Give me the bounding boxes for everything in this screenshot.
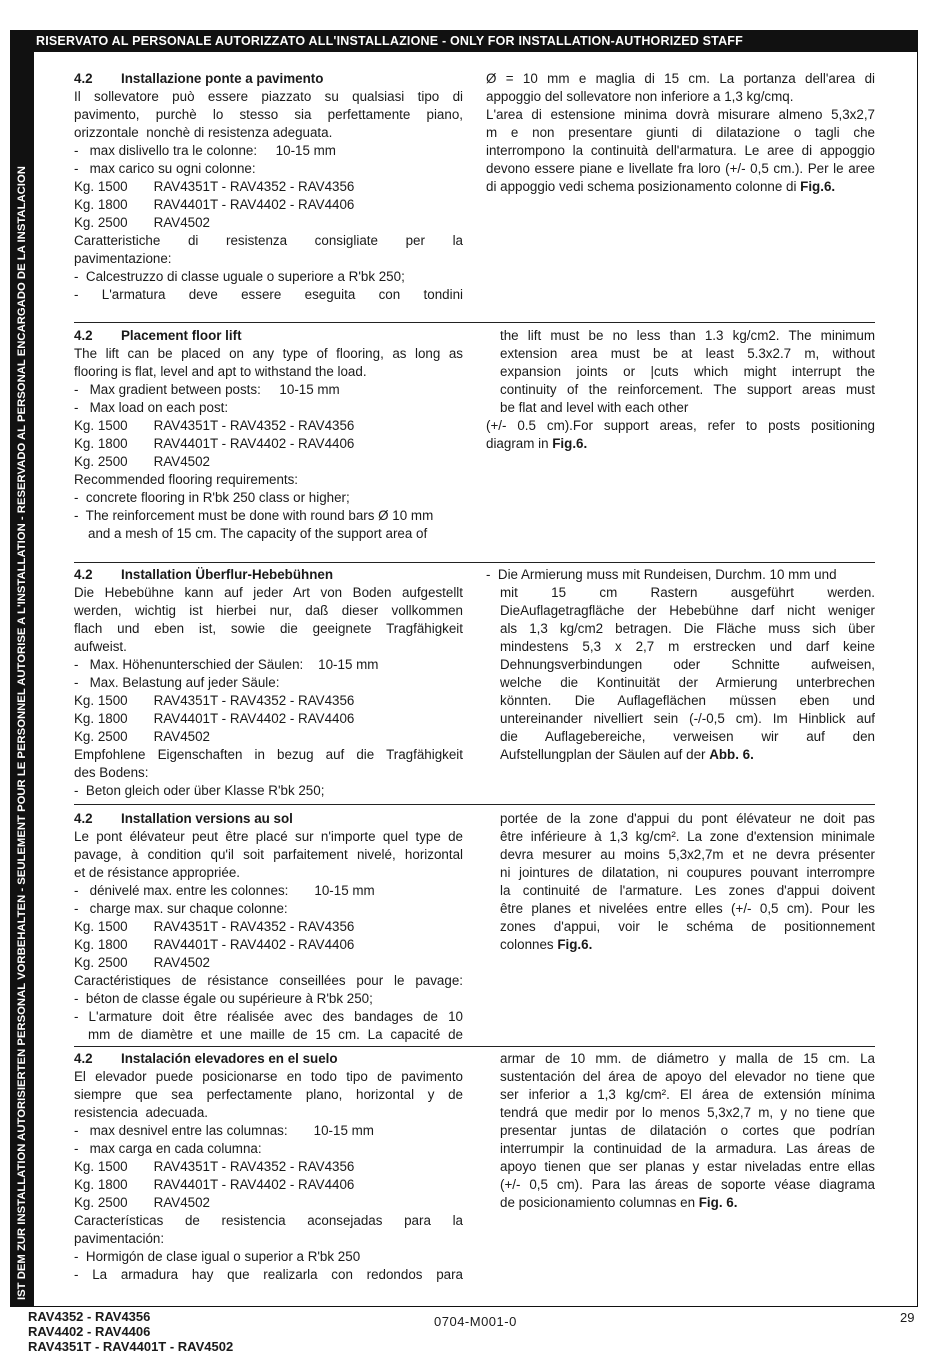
text-line: and a mesh of 15 cm. The capacity of the support area of bbox=[88, 526, 428, 541]
section-english-right-column bbox=[486, 327, 875, 453]
text-line: Características de resistencia aconsejadas para la bbox=[74, 1213, 463, 1228]
section-spanish-left-column bbox=[74, 1050, 463, 1284]
heading-title: Instalación elevadores en el suelo bbox=[121, 1051, 338, 1066]
section-spanish-right-column bbox=[486, 1050, 875, 1212]
footer-models-line: RAV4402 - RAV4406 bbox=[28, 1324, 151, 1339]
text-line: Recommended flooring requirements: bbox=[74, 472, 299, 487]
text-line: flach und eben ist, sowie die geeignete Tragfähigkeit bbox=[74, 621, 463, 636]
section-italian-left-column bbox=[74, 70, 463, 304]
section-heading bbox=[74, 566, 463, 584]
text-span: de posicionamiento columnas en bbox=[500, 1195, 699, 1210]
text-line: Dehnungsverbindungen oder Schnitte aufweisen, bbox=[500, 657, 875, 672]
text-line: - Max. Belastung auf jeder Säule: bbox=[74, 675, 280, 690]
text-line: pavimentación: bbox=[74, 1231, 165, 1246]
text-span: diagram in bbox=[486, 436, 553, 451]
section-english-left-column bbox=[74, 327, 463, 543]
heading-title: Installation versions au sol bbox=[121, 811, 293, 826]
text-span: di appoggio vedi schema posizionamento colonne di bbox=[486, 179, 801, 194]
text-line: - Hormigón de clase igual o superior a R'bk 250 bbox=[74, 1249, 361, 1264]
text-line: Kg. 2500 RAV4502 bbox=[74, 729, 210, 744]
text-line: - max carico su ogni colonne: bbox=[74, 161, 256, 176]
text-line: - béton de classe égale ou supérieure à R'bk 250; bbox=[74, 991, 373, 1006]
text-line: tendrá que medir por lo menos 5,3x2,7 m, y no tiene que bbox=[500, 1105, 875, 1120]
text-line: Kg. 2500 RAV4502 bbox=[74, 215, 210, 230]
text-line: armar de 10 mm. de diámetro y malla de 15 cm. La bbox=[500, 1051, 875, 1066]
text-line: resistencia adecuada. bbox=[74, 1105, 208, 1120]
side-banner-text: IST DEM ZUR INSTALLATION AUTORISIERTEN PERSONAL VORBEHALTEN - SEULEMENT POUR LE PERSONNEL AUTORISE A L'INSTALLATION - RESERVADO AL PERSONAL ENCARGADO DE LA INSTALACION bbox=[16, 166, 28, 1300]
section-heading bbox=[74, 70, 463, 88]
section-french-right-column bbox=[486, 810, 875, 954]
text-line: Kg. 1800 RAV4401T - RAV4402 - RAV4406 bbox=[74, 711, 355, 726]
text-line: m e non presentare giunti di dilatazione o tagli che bbox=[486, 125, 875, 140]
text-line: Kg. 1500 RAV4351T - RAV4352 - RAV4356 bbox=[74, 693, 355, 708]
text-line: - charge max. sur chaque colonne: bbox=[74, 901, 288, 916]
text-line: mm de diamètre et une maille de 15 cm. La capacité de bbox=[88, 1027, 463, 1042]
text-line: être planes et nivelées entre elles (+/- 0,5 cm). Pour les bbox=[500, 901, 875, 916]
text-line: werden, wichtig ist hierbei nur, daß dieser vollkommen bbox=[74, 603, 463, 618]
text-line: être inférieure à 1,3 kg/cm². La zone d'extension minimale bbox=[500, 829, 875, 844]
text-line: Ø = 10 mm e maglia di 15 cm. La portanza dell'area di bbox=[486, 71, 875, 86]
text-span: colonnes bbox=[500, 937, 558, 952]
text-line: pavimento, purchè lo stesso sia perfettamente piano, bbox=[74, 107, 463, 122]
text-line: Kg. 1500 RAV4351T - RAV4352 - RAV4356 bbox=[74, 919, 355, 934]
section-heading bbox=[74, 810, 463, 828]
text-line: DieAuflagetragfläche der Hebebühne darf nicht weniger bbox=[500, 603, 875, 618]
header-banner: RISERVATO AL PERSONALE AUTORIZZATO ALL'INSTALLAZIONE - ONLY FOR INSTALLATION-AUTHORIZED STAFF bbox=[10, 30, 918, 52]
text-line bbox=[486, 1194, 875, 1212]
text-line: be flat and level with each other bbox=[500, 400, 689, 415]
text-line: - The reinforcement must be done with round bars Ø 10 mm bbox=[74, 508, 434, 523]
text-line: the lift must be no less than 1.3 kg/cm2. The minimum bbox=[500, 328, 875, 343]
figure-reference: Fig. 6. bbox=[698, 1195, 738, 1210]
text-line: L'area di estensione minima dovrà misurare almeno 5,3x2,7 bbox=[486, 107, 875, 122]
text-line: appoggio del sollevatore non inferiore a 1,3 kg/cmq. bbox=[486, 89, 794, 104]
text-line: Kg. 1800 RAV4401T - RAV4402 - RAV4406 bbox=[74, 436, 355, 451]
heading-title: Placement floor lift bbox=[121, 328, 242, 343]
text-line: mindestens 5,3 x 2,7 m erstrecken und darf keine bbox=[500, 639, 875, 654]
text-line: presentar juntas de dilatación o cortes que podrían bbox=[500, 1123, 875, 1138]
text-line: Caratteristiche di resistenza consigliate per la bbox=[74, 233, 463, 248]
text-line: des Bodens: bbox=[74, 765, 149, 780]
heading-number: 4.2 bbox=[74, 567, 93, 582]
text-line: mit 15 cm Rastern ausgeführt werden. bbox=[500, 585, 875, 600]
text-line: et de résistance appropriée. bbox=[74, 865, 240, 880]
section-french-left-column bbox=[74, 810, 463, 1044]
text-line: ser inferior a 1,3 kg/cm². El área de extensión mínima bbox=[500, 1087, 875, 1102]
text-line: sustentación del área de apoyo del elevador no tiene que bbox=[500, 1069, 875, 1084]
text-line: interrompono la continuità dell'armatura. Le aree di appoggio bbox=[486, 143, 875, 158]
section-divider bbox=[74, 562, 875, 563]
figure-reference: Fig.6. bbox=[552, 436, 588, 451]
section-italian-right-column bbox=[486, 70, 875, 196]
figure-reference: Fig.6. bbox=[800, 179, 836, 194]
section-divider bbox=[74, 1046, 875, 1047]
figure-reference: Fig.6. bbox=[557, 937, 593, 952]
text-line: Kg. 1800 RAV4401T - RAV4402 - RAV4406 bbox=[74, 197, 355, 212]
text-line: - max desnivel entre las columnas: 10-15 mm bbox=[74, 1123, 374, 1138]
footer-document-code: 0704-M001-0 bbox=[434, 1314, 517, 1329]
text-line: - Beton gleich oder über Klasse R'bk 250; bbox=[74, 783, 325, 798]
text-line: welche die Kontinuität der Armierung unterbrechen bbox=[500, 675, 875, 690]
text-line: Kg. 1800 RAV4401T - RAV4402 - RAV4406 bbox=[74, 937, 355, 952]
footer-page-number: 29 bbox=[900, 1310, 915, 1325]
text-line: devono essere piane e livellate fra loro (+/- 0,5 cm.). Per le aree bbox=[486, 161, 875, 176]
text-line: apoyo tienen que ser planas y estar niveladas entre ellas bbox=[500, 1159, 875, 1174]
text-line: continuity of the reinforcement. The support areas must bbox=[500, 382, 875, 397]
text-line: - Max load on each post: bbox=[74, 400, 229, 415]
frame-right-border bbox=[917, 52, 918, 1307]
heading-title: Installazione ponte a pavimento bbox=[121, 71, 324, 86]
text-line: Il sollevatore può essere piazzato su qualsiasi tipo di bbox=[74, 89, 463, 104]
text-line: portée de la zone d'appui du pont élévateur ne doit pas bbox=[500, 811, 875, 826]
text-line: interrumpir la continuidad de la armadura. Las áreas de bbox=[500, 1141, 875, 1156]
text-line: Empfohlene Eigenschaften in bezug auf die Tragfähigkeit bbox=[74, 747, 463, 762]
text-line: könnten. Die Auflageflächen müssen eben und bbox=[500, 693, 875, 708]
heading-number: 4.2 bbox=[74, 71, 93, 86]
text-line bbox=[486, 936, 875, 954]
text-line: Kg. 2500 RAV4502 bbox=[74, 1195, 210, 1210]
text-line: aufweist. bbox=[74, 639, 127, 654]
text-line: Die Hebebühne kann auf jeder Art von Boden aufgestellt bbox=[74, 585, 463, 600]
section-german-left-column bbox=[74, 566, 463, 800]
text-line: (+/- 0,5 cm). Para las áreas de soporte véase diagrama bbox=[500, 1177, 875, 1192]
text-line: The lift can be placed on any type of flooring, as long as bbox=[74, 346, 463, 361]
text-line: extension area must be at least 5.3x2.7 m, without bbox=[500, 346, 875, 361]
text-line: Kg. 2500 RAV4502 bbox=[74, 955, 210, 970]
text-line: pavimentazione: bbox=[74, 251, 172, 266]
heading-number: 4.2 bbox=[74, 1051, 93, 1066]
text-line: ni jointures de dilatation, ni coupures pouvant interrompre bbox=[500, 865, 875, 880]
text-line: als 1,3 kg/cm2 betragen. Die Fläche muss sich über bbox=[500, 621, 875, 636]
text-line: El elevador puede posicionarse en todo tipo de pavimento bbox=[74, 1069, 463, 1084]
text-line: flooring is flat, level and apt to withstand the load. bbox=[74, 364, 367, 379]
text-line: Kg. 2500 RAV4502 bbox=[74, 454, 210, 469]
text-line bbox=[486, 746, 875, 764]
section-heading bbox=[74, 1050, 463, 1068]
text-line: - dénivelé max. entre les colonnes: 10-15 mm bbox=[74, 883, 375, 898]
heading-number: 4.2 bbox=[74, 328, 93, 343]
section-divider bbox=[74, 804, 875, 805]
text-line: - L'armature doit être réalisée avec des bandages de 10 bbox=[74, 1009, 463, 1024]
text-line: Kg. 1500 RAV4351T - RAV4352 - RAV4356 bbox=[74, 179, 355, 194]
section-german-right-column bbox=[486, 566, 875, 764]
text-line: siempre que sea perfectamente plano, horizontal y de bbox=[74, 1087, 463, 1102]
text-line: - Calcestruzzo di classe uguale o superiore a R'bk 250; bbox=[74, 269, 405, 284]
text-line: Kg. 1500 RAV4351T - RAV4352 - RAV4356 bbox=[74, 418, 355, 433]
text-line: - Max gradient between posts: 10-15 mm bbox=[74, 382, 340, 397]
text-line bbox=[486, 435, 875, 453]
text-line: die Auflagebereiche, verweisen wir auf den bbox=[500, 729, 875, 744]
figure-reference: Abb. 6. bbox=[709, 747, 754, 762]
text-line bbox=[486, 178, 875, 196]
text-span: Aufstellungplan der Säulen auf der bbox=[500, 747, 710, 762]
section-divider bbox=[74, 322, 875, 323]
section-heading bbox=[74, 327, 463, 345]
footer-model-list bbox=[28, 1309, 233, 1354]
text-line: - max carga en cada columna: bbox=[74, 1141, 262, 1156]
text-line: (+/- 0.5 cm).For support areas, refer to posts positioning bbox=[486, 418, 875, 433]
text-line: zones d'appui, voir le schéma de positionnement bbox=[500, 919, 875, 934]
text-line: - L'armatura deve essere eseguita con tondini bbox=[74, 287, 463, 302]
text-line: - concrete flooring in R'bk 250 class or higher; bbox=[74, 490, 350, 505]
text-line: untereinander nivelliert sein (-/-0,5 cm). Im Hinblick auf bbox=[500, 711, 875, 726]
text-line: pavage, à condition qu'il soit parfaitement nivelé, horizontal bbox=[74, 847, 463, 862]
footer-models-line: RAV4351T - RAV4401T - RAV4502 bbox=[28, 1339, 234, 1354]
text-line: Kg. 1800 RAV4401T - RAV4402 - RAV4406 bbox=[74, 1177, 355, 1192]
frame-bottom-border bbox=[34, 1306, 918, 1307]
text-line: devra mesurer au moins 5,3x2,7m et ne devra présenter bbox=[500, 847, 875, 862]
text-line: expansion joints or |cuts which might interrupt the bbox=[500, 364, 875, 379]
text-line: - La armadura hay que realizarla con redondos para bbox=[74, 1267, 463, 1282]
footer-models-line: RAV4352 - RAV4356 bbox=[28, 1309, 151, 1324]
text-line: - Max. Höhenunterschied der Säulen: 10-15 mm bbox=[74, 657, 379, 672]
text-line: Caractéristiques de résistance conseillées pour le pavage: bbox=[74, 973, 463, 988]
text-line: la continuité de l'armature. Les zones d'appui doivent bbox=[500, 883, 875, 898]
text-line: - Die Armierung muss mit Rundeisen, Durchm. 10 mm und bbox=[486, 567, 837, 582]
text-line: Le pont élévateur peut être placé sur n'importe quel type de bbox=[74, 829, 463, 844]
text-line: Kg. 1500 RAV4351T - RAV4352 - RAV4356 bbox=[74, 1159, 355, 1174]
heading-title: Installation Überflur-Hebebühnen bbox=[121, 567, 334, 582]
text-line: - max dislivello tra le colonne: 10-15 mm bbox=[74, 143, 336, 158]
text-line: orizzontale nonchè di resistenza adeguata. bbox=[74, 125, 333, 140]
heading-number: 4.2 bbox=[74, 811, 93, 826]
